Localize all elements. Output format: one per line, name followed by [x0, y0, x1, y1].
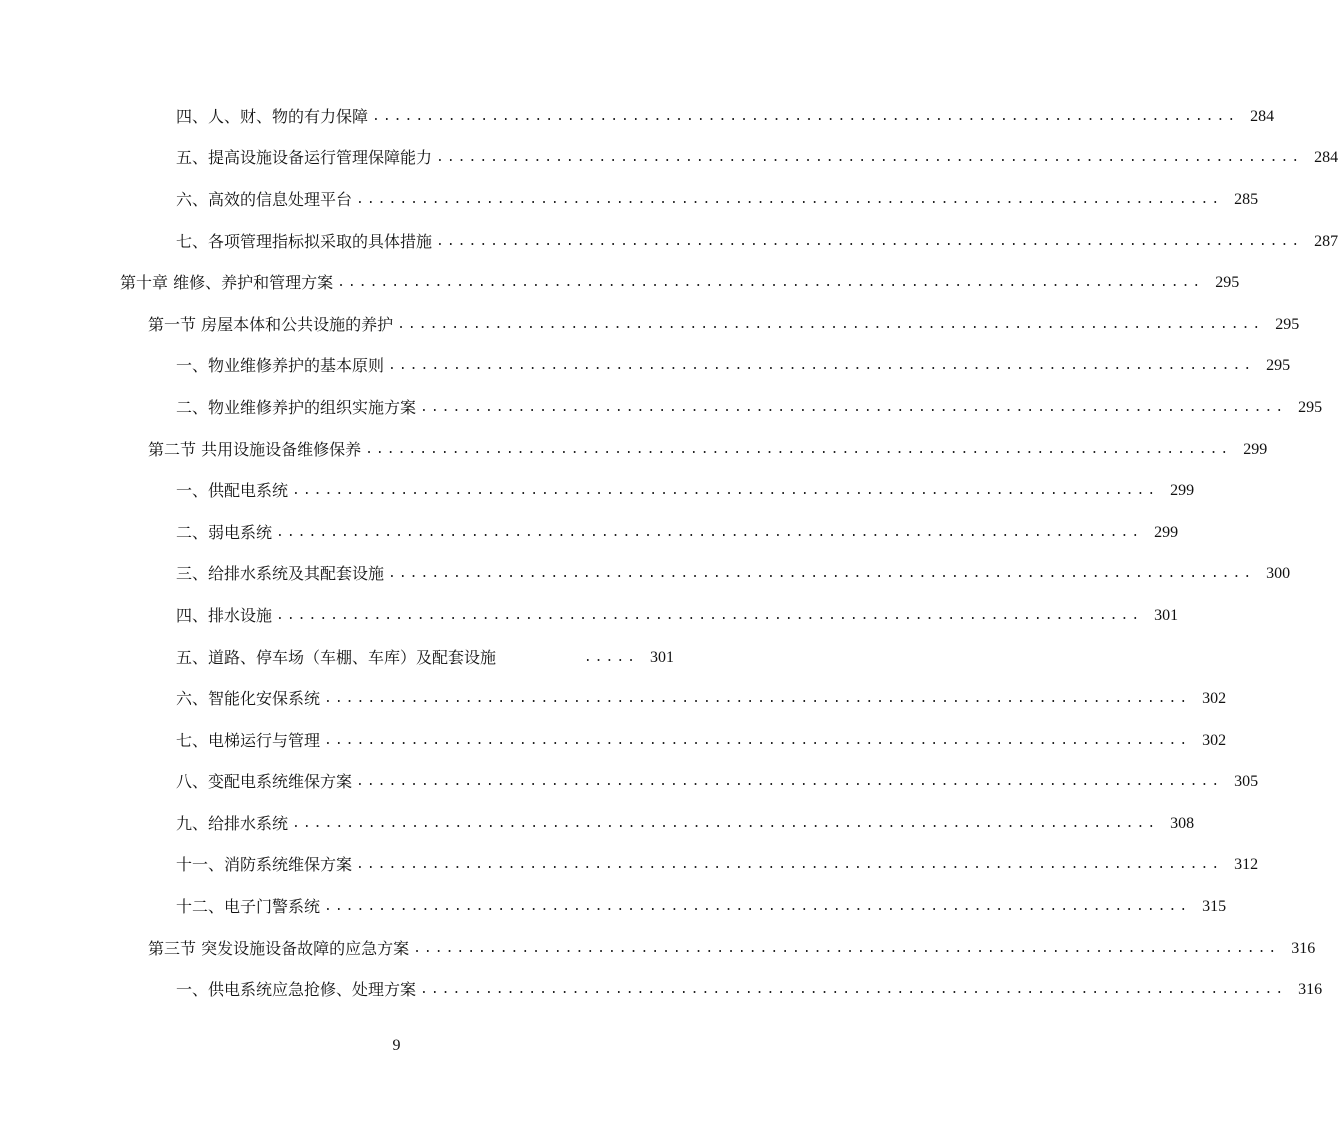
- page-number: 9: [392, 1037, 401, 1054]
- toc-entry-section[interactable]: [0, 429, 1268, 471]
- toc-entry[interactable]: [0, 803, 1195, 845]
- toc-page-number: 299: [1154, 523, 1179, 541]
- toc-entry-label: 第十章 维修、养护和管理方案: [120, 273, 334, 293]
- dot-leader: ................................................................................: [276, 524, 1143, 540]
- toc-page-number: 299: [1243, 440, 1268, 458]
- toc-entry-label: 六、智能化安保系统: [176, 689, 321, 709]
- dot-leader: .....: [583, 649, 638, 665]
- toc-entry[interactable]: [0, 387, 1323, 429]
- dot-leader: ................................................................................: [436, 150, 1303, 166]
- toc-page-number: 287: [1314, 232, 1338, 250]
- toc-page-number: 299: [1170, 482, 1195, 500]
- toc-page-number: 295: [1215, 274, 1240, 292]
- toc-page-number: 302: [1202, 690, 1227, 708]
- toc-page-number: 312: [1234, 856, 1259, 874]
- toc-entry[interactable]: [0, 845, 1259, 887]
- dot-leader: ................................................................................: [413, 940, 1280, 956]
- toc-page-number: 302: [1202, 731, 1227, 749]
- toc-page-number: 295: [1275, 315, 1300, 333]
- toc-entry[interactable]: [0, 470, 1195, 512]
- toc-entry[interactable]: [0, 179, 1259, 221]
- dot-leader: ................................................................................: [324, 732, 1191, 748]
- toc-entry-label: 四、人、财、物的有力保障: [176, 106, 369, 126]
- dot-leader: ................................................................................: [388, 358, 1255, 374]
- toc-entry[interactable]: [0, 554, 1291, 596]
- toc-entry[interactable]: [0, 346, 1291, 388]
- dot-leader: ................................................................................: [388, 566, 1255, 582]
- toc-page-number: 315: [1202, 898, 1227, 916]
- toc-page-number: 300: [1266, 565, 1291, 583]
- toc-page-number: 301: [650, 648, 674, 666]
- toc-entry[interactable]: [0, 678, 1227, 720]
- table-of-contents: [0, 96, 1338, 1011]
- dot-leader: ................................................................................: [420, 399, 1287, 415]
- toc-entry-label: 四、排水设施: [176, 605, 273, 625]
- toc-entry-label: 十一、消防系统维保方案: [176, 855, 353, 875]
- toc-page-number: 316: [1291, 939, 1316, 957]
- toc-entry[interactable]: [0, 512, 1179, 554]
- toc-page-number: 308: [1170, 814, 1195, 832]
- toc-entry-label: 七、各项管理指标拟采取的具体措施: [176, 231, 433, 251]
- toc-entry[interactable]: [0, 138, 1338, 180]
- dot-leader: ................................................................................: [292, 815, 1159, 831]
- dot-leader: ................................................................................: [436, 233, 1303, 249]
- toc-page-number: 285: [1234, 190, 1259, 208]
- toc-entry-label: 二、弱电系统: [176, 522, 273, 542]
- dot-leader: ................................................................................: [397, 316, 1264, 332]
- toc-page-number: 301: [1154, 606, 1179, 624]
- dot-leader: ................................................................................: [324, 899, 1191, 915]
- toc-entry-label: 二、物业维修养护的组织实施方案: [176, 397, 417, 417]
- dot-leader: ................................................................................: [372, 108, 1239, 124]
- toc-entry[interactable]: [0, 595, 1179, 637]
- toc-entry[interactable]: [0, 886, 1227, 928]
- dot-leader: ................................................................................: [324, 691, 1191, 707]
- toc-entry-label: 十二、电子门警系统: [176, 897, 321, 917]
- toc-entry-label: 八、变配电系统维保方案: [176, 772, 353, 792]
- toc-entry-label: 一、供配电系统: [176, 481, 289, 501]
- toc-entry-label: 一、供电系统应急抢修、处理方案: [176, 980, 417, 1000]
- toc-entry-label: 三、给排水系统及其配套设施: [176, 564, 385, 584]
- toc-entry-label: 七、电梯运行与管理: [176, 730, 321, 750]
- toc-entry[interactable]: [0, 96, 1275, 138]
- toc-entry-label: 五、道路、停车场（车棚、车库）及配套设施: [176, 647, 497, 667]
- toc-entry[interactable]: [0, 637, 793, 679]
- toc-entry-label: 五、提高设施设备运行管理保障能力: [176, 148, 433, 168]
- toc-page-number: 316: [1298, 981, 1323, 999]
- toc-entry[interactable]: [0, 762, 1259, 804]
- dot-leader: ................................................................................: [356, 857, 1223, 873]
- toc-entry-label: 九、给排水系统: [176, 813, 289, 833]
- toc-entry-label: 第三节 突发设施设备故障的应急方案: [148, 938, 410, 958]
- dot-leader: ................................................................................: [356, 191, 1223, 207]
- toc-entry-chapter[interactable]: [0, 262, 1240, 304]
- toc-entry-section[interactable]: [0, 304, 1300, 346]
- toc-entry[interactable]: [0, 969, 1323, 1011]
- toc-entry-label: 第一节 房屋本体和公共设施的养护: [148, 314, 394, 334]
- dot-leader: ................................................................................: [365, 441, 1232, 457]
- toc-entry[interactable]: [0, 720, 1227, 762]
- dot-leader: ................................................................................: [420, 982, 1287, 998]
- toc-entry-label: 一、物业维修养护的基本原则: [176, 356, 385, 376]
- toc-page-number: 284: [1250, 107, 1275, 125]
- toc-entry-label: 六、高效的信息处理平台: [176, 189, 353, 209]
- dot-leader: ................................................................................: [276, 607, 1143, 623]
- toc-entry-label: 第二节 共用设施设备维修保养: [148, 439, 362, 459]
- toc-page-number: 284: [1314, 149, 1338, 167]
- toc-page-number: 295: [1266, 357, 1291, 375]
- dot-leader: ................................................................................: [292, 483, 1159, 499]
- toc-entry-section[interactable]: [0, 928, 1316, 970]
- toc-page-number: 305: [1234, 773, 1259, 791]
- toc-entry[interactable]: [0, 221, 1338, 263]
- toc-page-number: 295: [1298, 398, 1323, 416]
- dot-leader: ................................................................................: [356, 774, 1223, 790]
- dot-leader: ................................................................................: [337, 275, 1204, 291]
